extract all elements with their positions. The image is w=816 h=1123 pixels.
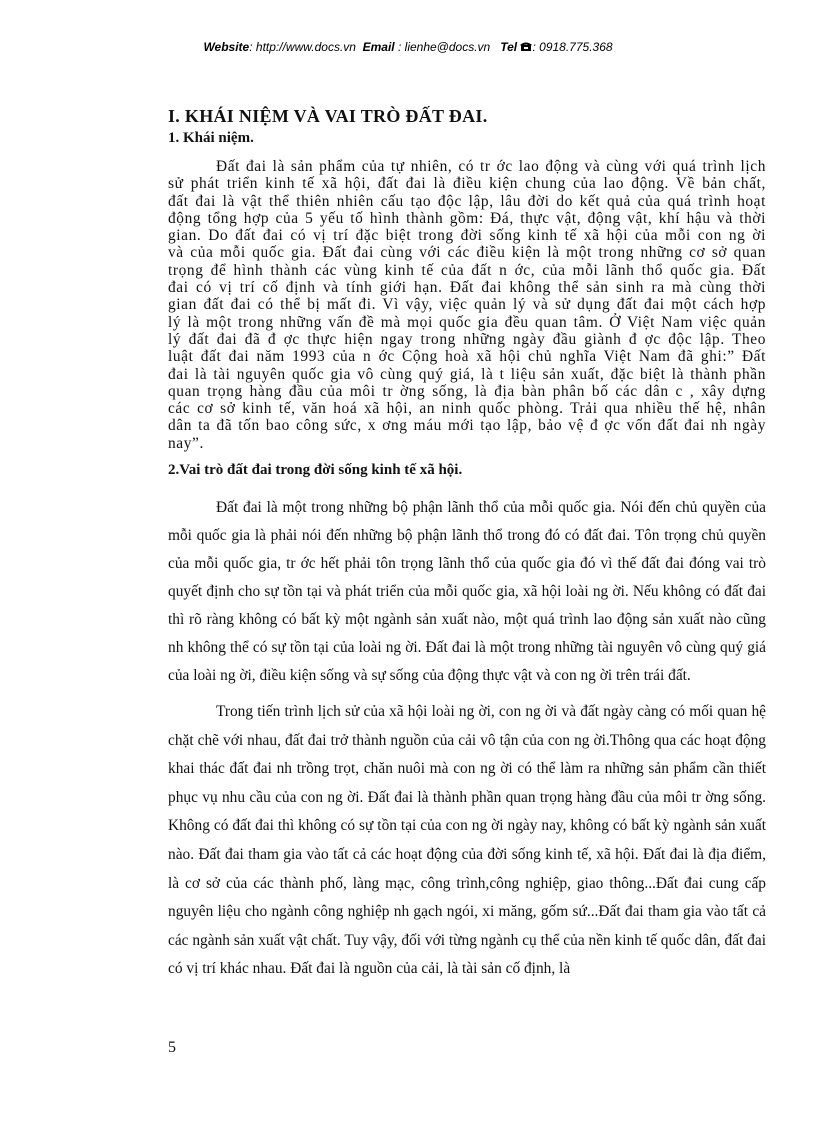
page-number: 5 [168, 1039, 176, 1056]
tel-value: : 0918.775.368 [532, 40, 613, 54]
website-label: Website [203, 40, 250, 54]
section-title: I. KHÁI NIỆM VÀ VAI TRÒ ĐẤT ĐAI. [168, 106, 488, 126]
paragraph-definition: Đất đai là sản phẩm của tự nhiên, có tr ớc lao động và cùng với quá trình lịch sử phát triển kinh tế xã hội, đất đai là điều kiện chung của lao động. Về bản chất, đất đai là vật thể thiên nhiên cấu tạo độc lập, lâu đời do kết quả của quá trình hoạt động tổng hợp của 5 yếu tố hình thành gồm: Đá, thực vật, động vật, khí hậu và thời gian. Do đất đai có vị trí đặc biệt trong đời sống kinh tế xã hội của mỗi con ng ời và của mỗi quốc gia. Đất đai cùng với các điều kiện là một trong những cơ sở quan trọng để hình thành các vùng kinh tế của đất n ớc, của mỗi lãnh thổ quốc gia. Đất đai có vị trí cố định và tính giới hạn. Đất đai không thể sản sinh ra mà cùng thời gian đất đai có thể bị mất đi. Vì vậy, việc quản lý và sử dụng đất đai một cách hợp lý là một trong những vấn đề mà mọi quốc gia đều quan tâm. Ở Việt Nam việc quản lý đất đai đã đ ợc thực hiện ngay trong những ngày đầu giành đ ợc độc lập. Theo luật đất đai năm 1993 của n ớc Cộng hoà xã hội chủ nghĩa Việt Nam đã ghi:” Đất đai là tài nguyên quốc gia vô cùng quý giá, là t liệu sản xuất, đặc biệt là thành phần quan trọng hàng đầu của môi tr ờng sống, là địa bàn phân bố các dân c , xây dựng các cơ sở kinh tế, văn hoá xã hội, an ninh quốc phòng. Trải qua nhiều thế hệ, nhân dân ta đã tốn bao công sức, x ơng máu mới tạo lập, bảo vệ đ ợc vốn đất đai nh ngày nay”. [168, 158, 766, 452]
email-value: : lienhe@docs.vn [397, 40, 491, 54]
page-header [0, 40, 816, 54]
tel-label: Tel [500, 40, 518, 54]
paragraph-role-1: Đất đai là một trong những bộ phận lãnh thổ của mỗi quốc gia. Nói đến chủ quyền của mỗi quốc gia là phải nói đến những bộ phận lãnh thổ trong đó có đất đai. Tôn trọng chủ quyền của mỗi quốc gia, tr ớc hết phải tôn trọng lãnh thổ của quốc gia đó vì thế đất đai đóng vai trò quyết định cho sự tồn tại và phát triển của mỗi quốc gia, xã hội loài ng ời. Nếu không có đất đai thì rõ ràng không có bất kỳ một ngành sản xuất nào, một quá trình lao động sản xuất nào cũng nh không thể có sự tồn tại của loài ng ời. Đất đai là một trong những tài nguyên vô cùng quý giá của loài ng ời, điều kiện sống và sự sống của động thực vật và con ng ời trên trái đất. [168, 499, 766, 685]
email-label: Email [362, 40, 395, 54]
subsection-title-2: 2.Vai trò đất đai trong đời sống kinh tế xã hội. [168, 462, 463, 479]
document-body [168, 104, 766, 984]
subsection-title-1: 1. Khái niệm. [168, 130, 254, 146]
paragraph-role-2: Trong tiến trình lịch sử của xã hội loài ng ời, con ng ời và đất ngày càng có mối quan hệ chặt chẽ với nhau, đất đai trở thành nguồn của cải vô tận của con ng ời.Thông qua các hoạt động khai thác đất đai nh trồng trọt, chăn nuôi mà con ng ời có thể làm ra những sản phẩm cần thiết phục vụ nhu cầu của con ng ời. Đất đai là thành phần quan trọng hàng đầu của môi tr ờng sống. Không có đất đai thì không có sự tồn tại của con ng ời ngày nay, không có bất kỳ ngành sản xuất nào. Đất đai tham gia vào tất cả các hoạt động của đời sống kinh tế, xã hội. Đất đai là địa điểm, là cơ sở của các thành phố, làng mạc, công trình,công nghiệp, giao thông...Đất đai cung cấp nguyên liệu cho ngành công nghiệp nh gạch ngói, xi măng, gốm sứ...Đất đai tham gia vào tất cả các ngành sản xuất vật chất. Tuy vậy, đối với từng ngành cụ thể của nền kinh tế quốc dân, đất đai có vị trí khác nhau. Đất đai là nguồn của cải, là tài sản cố định, là [168, 703, 766, 978]
phone-icon [520, 40, 532, 54]
website-value: : http://www.docs.vn [249, 40, 356, 54]
